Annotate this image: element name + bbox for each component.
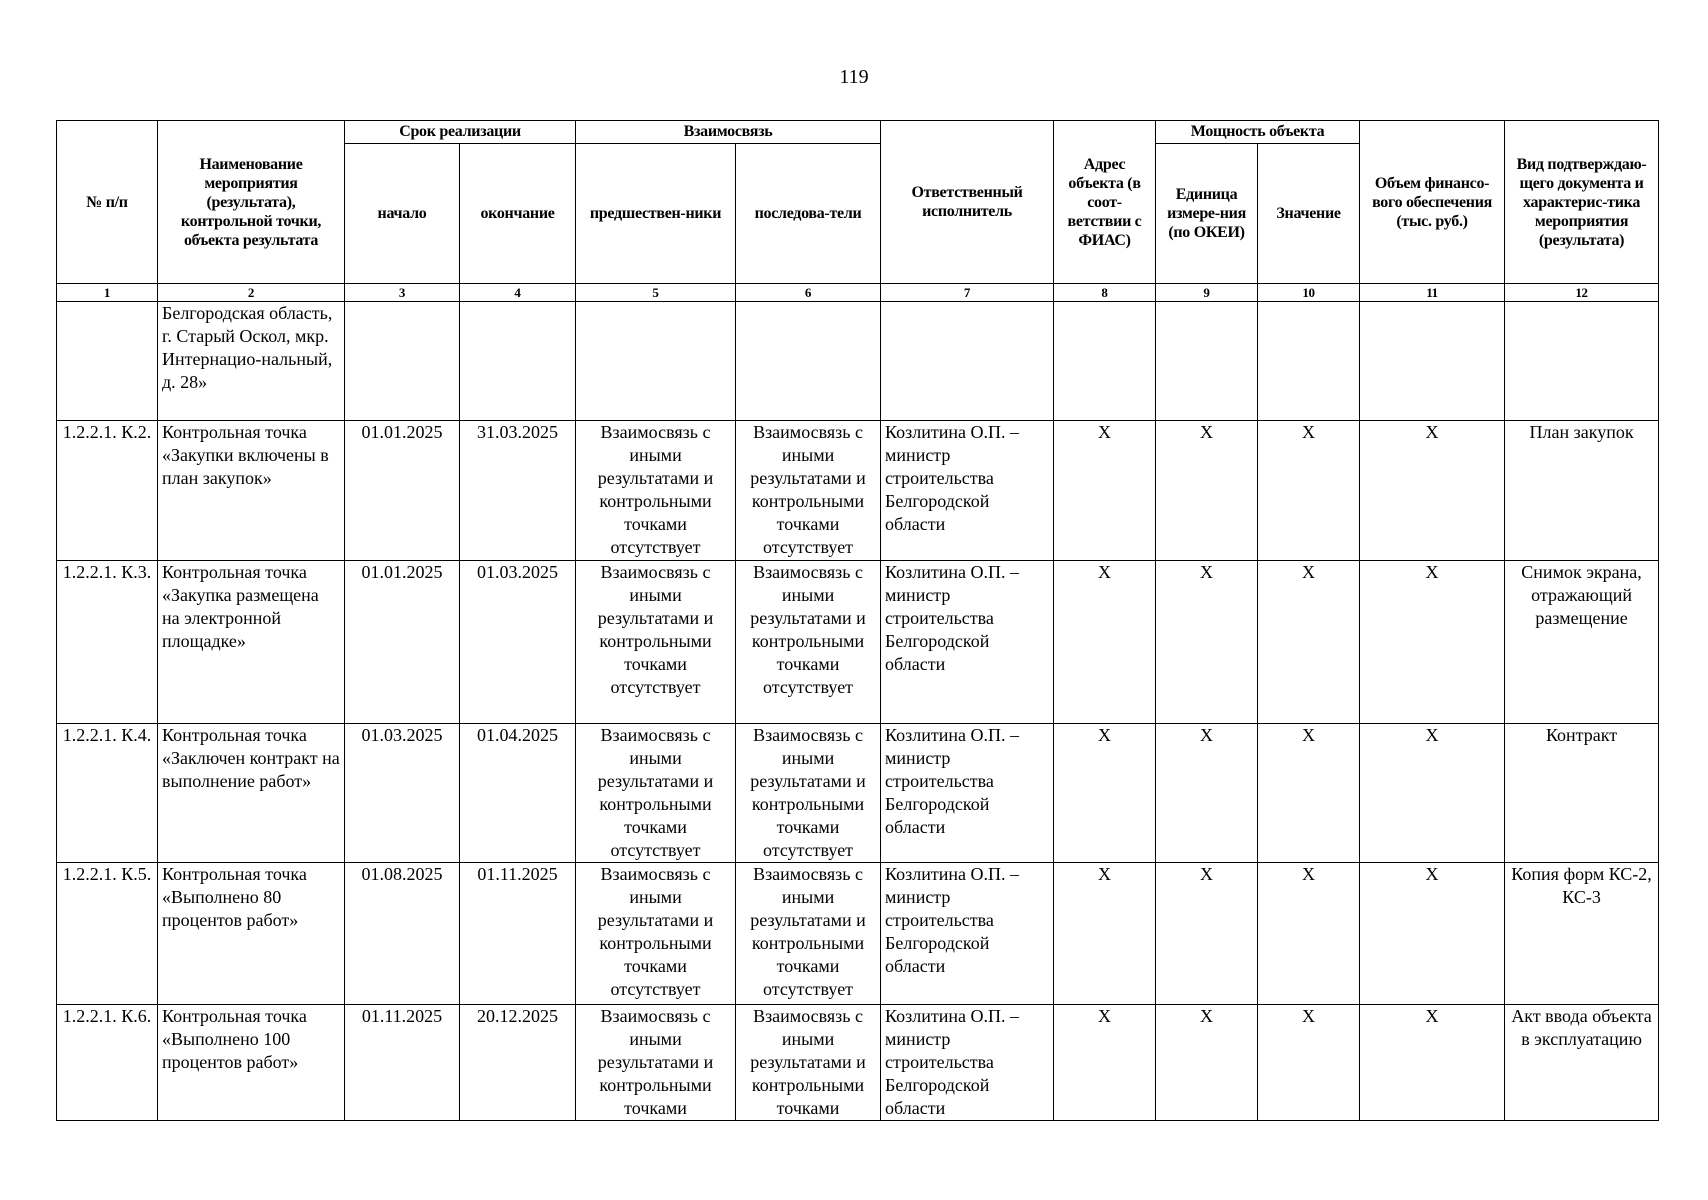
cell-predecessors: Взаимосвязь с иными результатами и контрольными точками отсутствует <box>576 724 736 863</box>
column-number: 2 <box>158 284 345 302</box>
cell-unit: X <box>1156 863 1258 1005</box>
cell-document: Копия форм КС-2, КС-3 <box>1505 863 1659 1005</box>
cell-end: 01.04.2025 <box>460 724 576 863</box>
cell-successors: Взаимосвязь с иными результатами и контрольными точками отсутствует <box>736 863 881 1005</box>
header-value: Значение <box>1258 144 1360 284</box>
cell-finance: X <box>1360 1005 1505 1121</box>
header-group-link: Взаимосвязь <box>576 121 881 144</box>
cell-responsible: Козлитина О.П. – министр строительства Белгородской области <box>881 1005 1054 1121</box>
cell-document: План закупок <box>1505 421 1659 561</box>
cell-value: X <box>1258 561 1360 724</box>
cell-finance <box>1360 302 1505 421</box>
column-number: 9 <box>1156 284 1258 302</box>
table-row <box>57 302 1659 421</box>
table-row <box>57 421 1659 561</box>
column-number: 10 <box>1258 284 1360 302</box>
column-number: 5 <box>576 284 736 302</box>
cell-name: Контрольная точка «Выполнено 100 процентов работ» <box>158 1005 345 1121</box>
table-row <box>57 724 1659 863</box>
cell-num: 1.2.2.1. К.4. <box>57 724 158 863</box>
cell-end: 01.03.2025 <box>460 561 576 724</box>
column-number: 7 <box>881 284 1054 302</box>
cell-name: Контрольная точка «Выполнено 80 процентов работ» <box>158 863 345 1005</box>
header-num: № п/п <box>57 121 158 284</box>
cell-responsible: Козлитина О.П. – министр строительства Белгородской области <box>881 421 1054 561</box>
header-address: Адрес объекта (в соот-ветствии с ФИАС) <box>1054 121 1156 284</box>
cell-start: 01.08.2025 <box>345 863 460 1005</box>
cell-finance: X <box>1360 561 1505 724</box>
cell-end: 01.11.2025 <box>460 863 576 1005</box>
table-row <box>57 1005 1659 1121</box>
cell-successors: Взаимосвязь с иными результатами и контрольными точками отсутствует <box>736 421 881 561</box>
cell-unit: X <box>1156 724 1258 863</box>
cell-predecessors <box>576 302 736 421</box>
cell-unit <box>1156 302 1258 421</box>
column-number: 6 <box>736 284 881 302</box>
cell-num: 1.2.2.1. К.6. <box>57 1005 158 1121</box>
table-row <box>57 561 1659 724</box>
cell-end: 20.12.2025 <box>460 1005 576 1121</box>
cell-value: X <box>1258 1005 1360 1121</box>
cell-start: 01.11.2025 <box>345 1005 460 1121</box>
cell-num <box>57 302 158 421</box>
cell-document <box>1505 302 1659 421</box>
cell-unit: X <box>1156 1005 1258 1121</box>
header-predecessors: предшествен-ники <box>576 144 736 284</box>
cell-value <box>1258 302 1360 421</box>
column-number: 3 <box>345 284 460 302</box>
cell-address: X <box>1054 863 1156 1005</box>
cell-address: X <box>1054 421 1156 561</box>
cell-responsible <box>881 302 1054 421</box>
cell-address: X <box>1054 1005 1156 1121</box>
cell-finance: X <box>1360 863 1505 1005</box>
cell-predecessors: Взаимосвязь с иными результатами и контрольными точками отсутствует <box>576 863 736 1005</box>
header-start: начало <box>345 144 460 284</box>
cell-unit: X <box>1156 421 1258 561</box>
cell-predecessors: Взаимосвязь с иными результатами и контрольными точками отсутствует <box>576 421 736 561</box>
header-group-term: Срок реализации <box>345 121 576 144</box>
cell-successors: Взаимосвязь с иными результатами и контрольными точками отсутствует <box>736 561 881 724</box>
cell-document: Акт ввода объекта в эксплуатацию <box>1505 1005 1659 1121</box>
column-number: 8 <box>1054 284 1156 302</box>
header-group-power: Мощность объекта <box>1156 121 1360 144</box>
header-unit: Единица измере-ния (по ОКЕИ) <box>1156 144 1258 284</box>
cell-successors: Взаимосвязь с иными результатами и контрольными точками <box>736 1005 881 1121</box>
cell-name: Контрольная точка «Закупки включены в план закупок» <box>158 421 345 561</box>
header-finance: Объем финансо-вого обеспечения (тыс. руб.) <box>1360 121 1505 284</box>
cell-document: Контракт <box>1505 724 1659 863</box>
cell-num: 1.2.2.1. К.3. <box>57 561 158 724</box>
cell-start: 01.01.2025 <box>345 421 460 561</box>
cell-start: 01.01.2025 <box>345 561 460 724</box>
cell-responsible: Козлитина О.П. – министр строительства Белгородской области <box>881 724 1054 863</box>
column-number: 1 <box>57 284 158 302</box>
cell-successors <box>736 302 881 421</box>
cell-start <box>345 302 460 421</box>
cell-responsible: Козлитина О.П. – министр строительства Белгородской области <box>881 561 1054 724</box>
column-number: 12 <box>1505 284 1659 302</box>
table-row <box>57 863 1659 1005</box>
cell-value: X <box>1258 863 1360 1005</box>
cell-responsible: Козлитина О.П. – министр строительства Белгородской области <box>881 863 1054 1005</box>
header-end: окончание <box>460 144 576 284</box>
cell-address: X <box>1054 561 1156 724</box>
cell-num: 1.2.2.1. К.5. <box>57 863 158 1005</box>
cell-predecessors: Взаимосвязь с иными результатами и контрольными точками <box>576 1005 736 1121</box>
column-numbers-row <box>57 284 1659 302</box>
cell-unit: X <box>1156 561 1258 724</box>
plan-table <box>56 120 1659 1121</box>
cell-address <box>1054 302 1156 421</box>
cell-finance: X <box>1360 421 1505 561</box>
cell-value: X <box>1258 724 1360 863</box>
cell-num: 1.2.2.1. К.2. <box>57 421 158 561</box>
header-successors: последова-тели <box>736 144 881 284</box>
cell-finance: X <box>1360 724 1505 863</box>
column-number: 11 <box>1360 284 1505 302</box>
cell-name: Контрольная точка «Заключен контракт на выполнение работ» <box>158 724 345 863</box>
page-number: 119 <box>839 66 869 88</box>
column-number: 4 <box>460 284 576 302</box>
header-responsible: Ответственный исполнитель <box>881 121 1054 284</box>
cell-value: X <box>1258 421 1360 561</box>
cell-name: Белгородская область, г. Старый Оскол, мкр. Интернацио-нальный, д. 28» <box>158 302 345 421</box>
cell-address: X <box>1054 724 1156 863</box>
cell-predecessors: Взаимосвязь с иными результатами и контрольными точками отсутствует <box>576 561 736 724</box>
cell-name: Контрольная точка «Закупка размещена на электронной площадке» <box>158 561 345 724</box>
cell-end: 31.03.2025 <box>460 421 576 561</box>
cell-end <box>460 302 576 421</box>
cell-document: Снимок экрана, отражающий размещение <box>1505 561 1659 724</box>
header-document: Вид подтверждаю-щего документа и характерис-тика мероприятия (результата) <box>1505 121 1659 284</box>
cell-start: 01.03.2025 <box>345 724 460 863</box>
header-name: Наименование мероприятия (результата), контрольной точки, объекта результата <box>158 121 345 284</box>
cell-successors: Взаимосвязь с иными результатами и контрольными точками отсутствует <box>736 724 881 863</box>
